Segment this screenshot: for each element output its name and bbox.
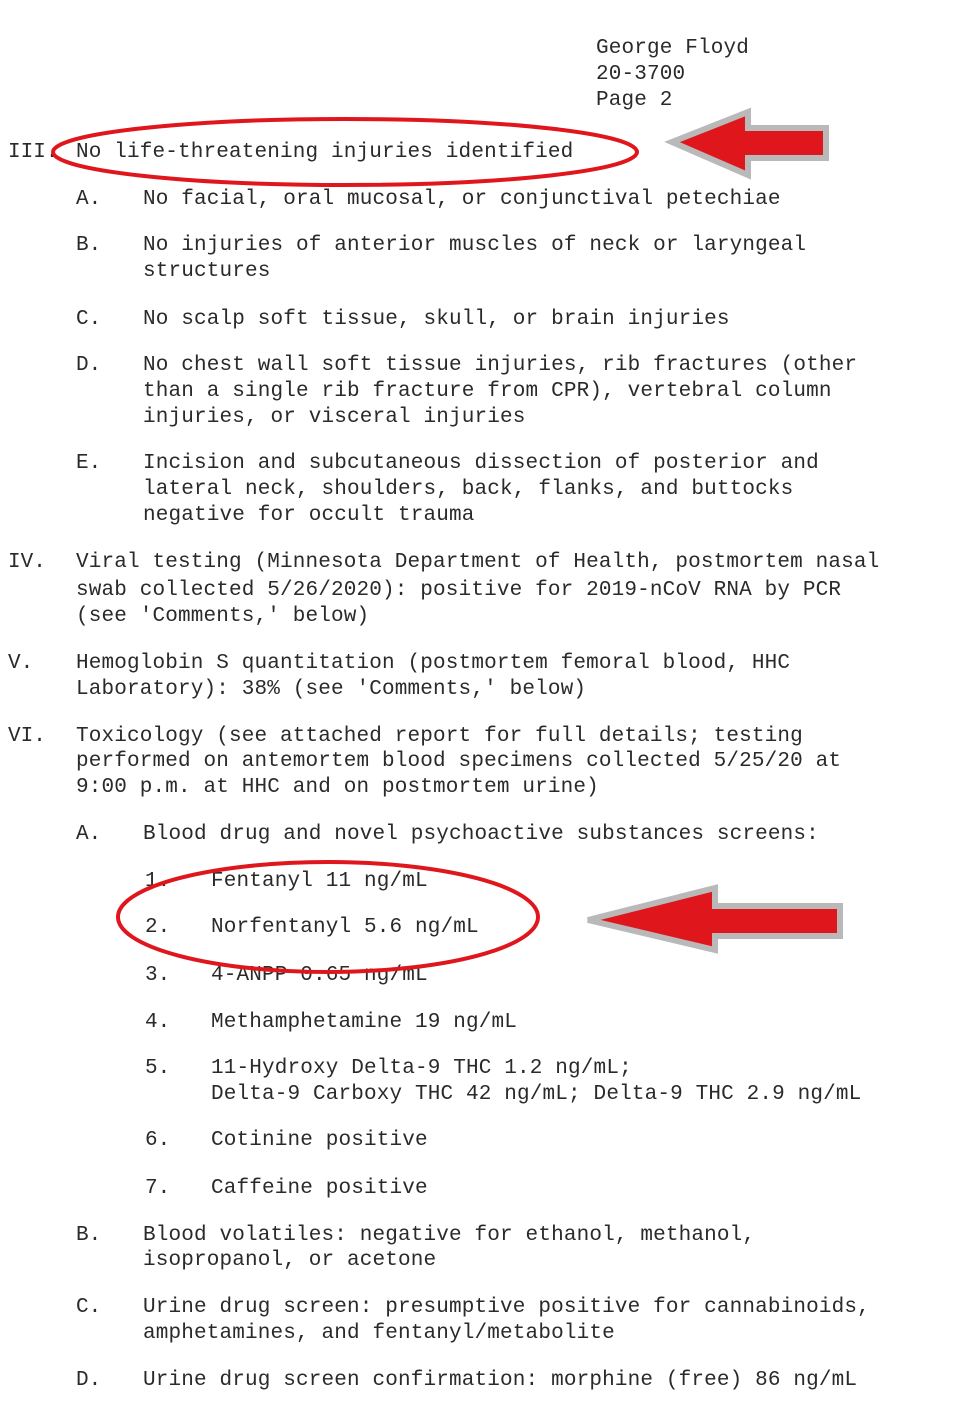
item-letter: C. [76, 1296, 102, 1319]
result-cotinine: Cotinine positive [211, 1129, 428, 1152]
result-number: 7. [145, 1177, 171, 1200]
item-letter: C. [76, 308, 102, 331]
header-page: Page 2 [596, 89, 673, 112]
result-number: 5. [145, 1057, 171, 1080]
item-letter: A. [76, 823, 102, 846]
section-6-numeral: VI. [8, 725, 46, 748]
item-text: Urine drug screen: presumptive positive for cannabinoids, [143, 1296, 870, 1319]
item-text: Incision and subcutaneous dissection of posterior and [143, 452, 819, 475]
item-text: lateral neck, shoulders, back, flanks, and buttocks [143, 478, 794, 501]
result-number: 2. [145, 916, 171, 939]
result-number: 1. [145, 870, 171, 893]
item-text: isopropanol, or acetone [143, 1249, 437, 1272]
item-text: No injuries of anterior muscles of neck or laryngeal [143, 234, 807, 257]
item-letter: D. [76, 1369, 102, 1392]
section-5-numeral: V. [8, 652, 34, 675]
result-thc: 11-Hydroxy Delta-9 THC 1.2 ng/mL; [211, 1057, 632, 1080]
item-text: injuries, or visceral injuries [143, 406, 526, 429]
result-thc: Delta-9 Carboxy THC 42 ng/mL; Delta-9 THC 2.9 ng/mL [211, 1083, 862, 1106]
result-caffeine: Caffeine positive [211, 1177, 428, 1200]
item-text: than a single rib fracture from CPR), vertebral column [143, 380, 832, 403]
section-6-text: performed on antemortem blood specimens collected 5/25/20 at [76, 750, 842, 773]
item-text: Urine drug screen confirmation: morphine (free) 86 ng/mL [143, 1369, 858, 1392]
item-text: No chest wall soft tissue injuries, rib fractures (other [143, 354, 858, 377]
header-case-number: 20-3700 [596, 63, 686, 86]
section-5-text: Hemoglobin S quantitation (postmortem femoral blood, HHC [76, 652, 791, 675]
item-text: No facial, oral mucosal, or conjunctival petechiae [143, 188, 781, 211]
result-fentanyl: Fentanyl 11 ng/mL [211, 870, 428, 893]
tox-blood-screen-label: Blood drug and novel psychoactive substances screens: [143, 823, 819, 846]
item-letter: E. [76, 452, 102, 475]
result-4-anpp: 4-ANPP 0.65 ng/mL [211, 964, 428, 987]
item-letter: B. [76, 234, 102, 257]
result-number: 6. [145, 1129, 171, 1152]
result-number: 3. [145, 964, 171, 987]
section-4-text: Viral testing (Minnesota Department of Health, postmortem nasal [76, 551, 880, 574]
section-4-text: (see 'Comments,' below) [76, 605, 370, 628]
section-6-text: 9:00 p.m. at HHC and on postmortem urine) [76, 776, 599, 799]
section-5-text: Laboratory): 38% (see 'Comments,' below) [76, 678, 587, 701]
result-norfentanyl: Norfentanyl 5.6 ng/mL [211, 916, 479, 939]
header-name: George Floyd [596, 37, 750, 60]
item-letter: D. [76, 354, 102, 377]
result-number: 4. [145, 1011, 171, 1034]
item-text: negative for occult trauma [143, 504, 475, 527]
section-4-numeral: IV. [8, 551, 46, 574]
item-text: No scalp soft tissue, skull, or brain injuries [143, 308, 730, 331]
item-text: amphetamines, and fentanyl/metabolite [143, 1322, 615, 1345]
section-3-title: No life-threatening injuries identified [76, 141, 574, 164]
item-text: Blood volatiles: negative for ethanol, methanol, [143, 1224, 756, 1247]
result-methamphetamine: Methamphetamine 19 ng/mL [211, 1011, 518, 1034]
section-4-text: swab collected 5/26/2020): positive for 2019-nCoV RNA by PCR [76, 579, 842, 602]
item-letter: B. [76, 1224, 102, 1247]
item-letter: A. [76, 188, 102, 211]
section-6-text: Toxicology (see attached report for full details; testing [76, 725, 803, 748]
section-3-numeral: III. [8, 141, 59, 164]
item-text: structures [143, 260, 271, 283]
